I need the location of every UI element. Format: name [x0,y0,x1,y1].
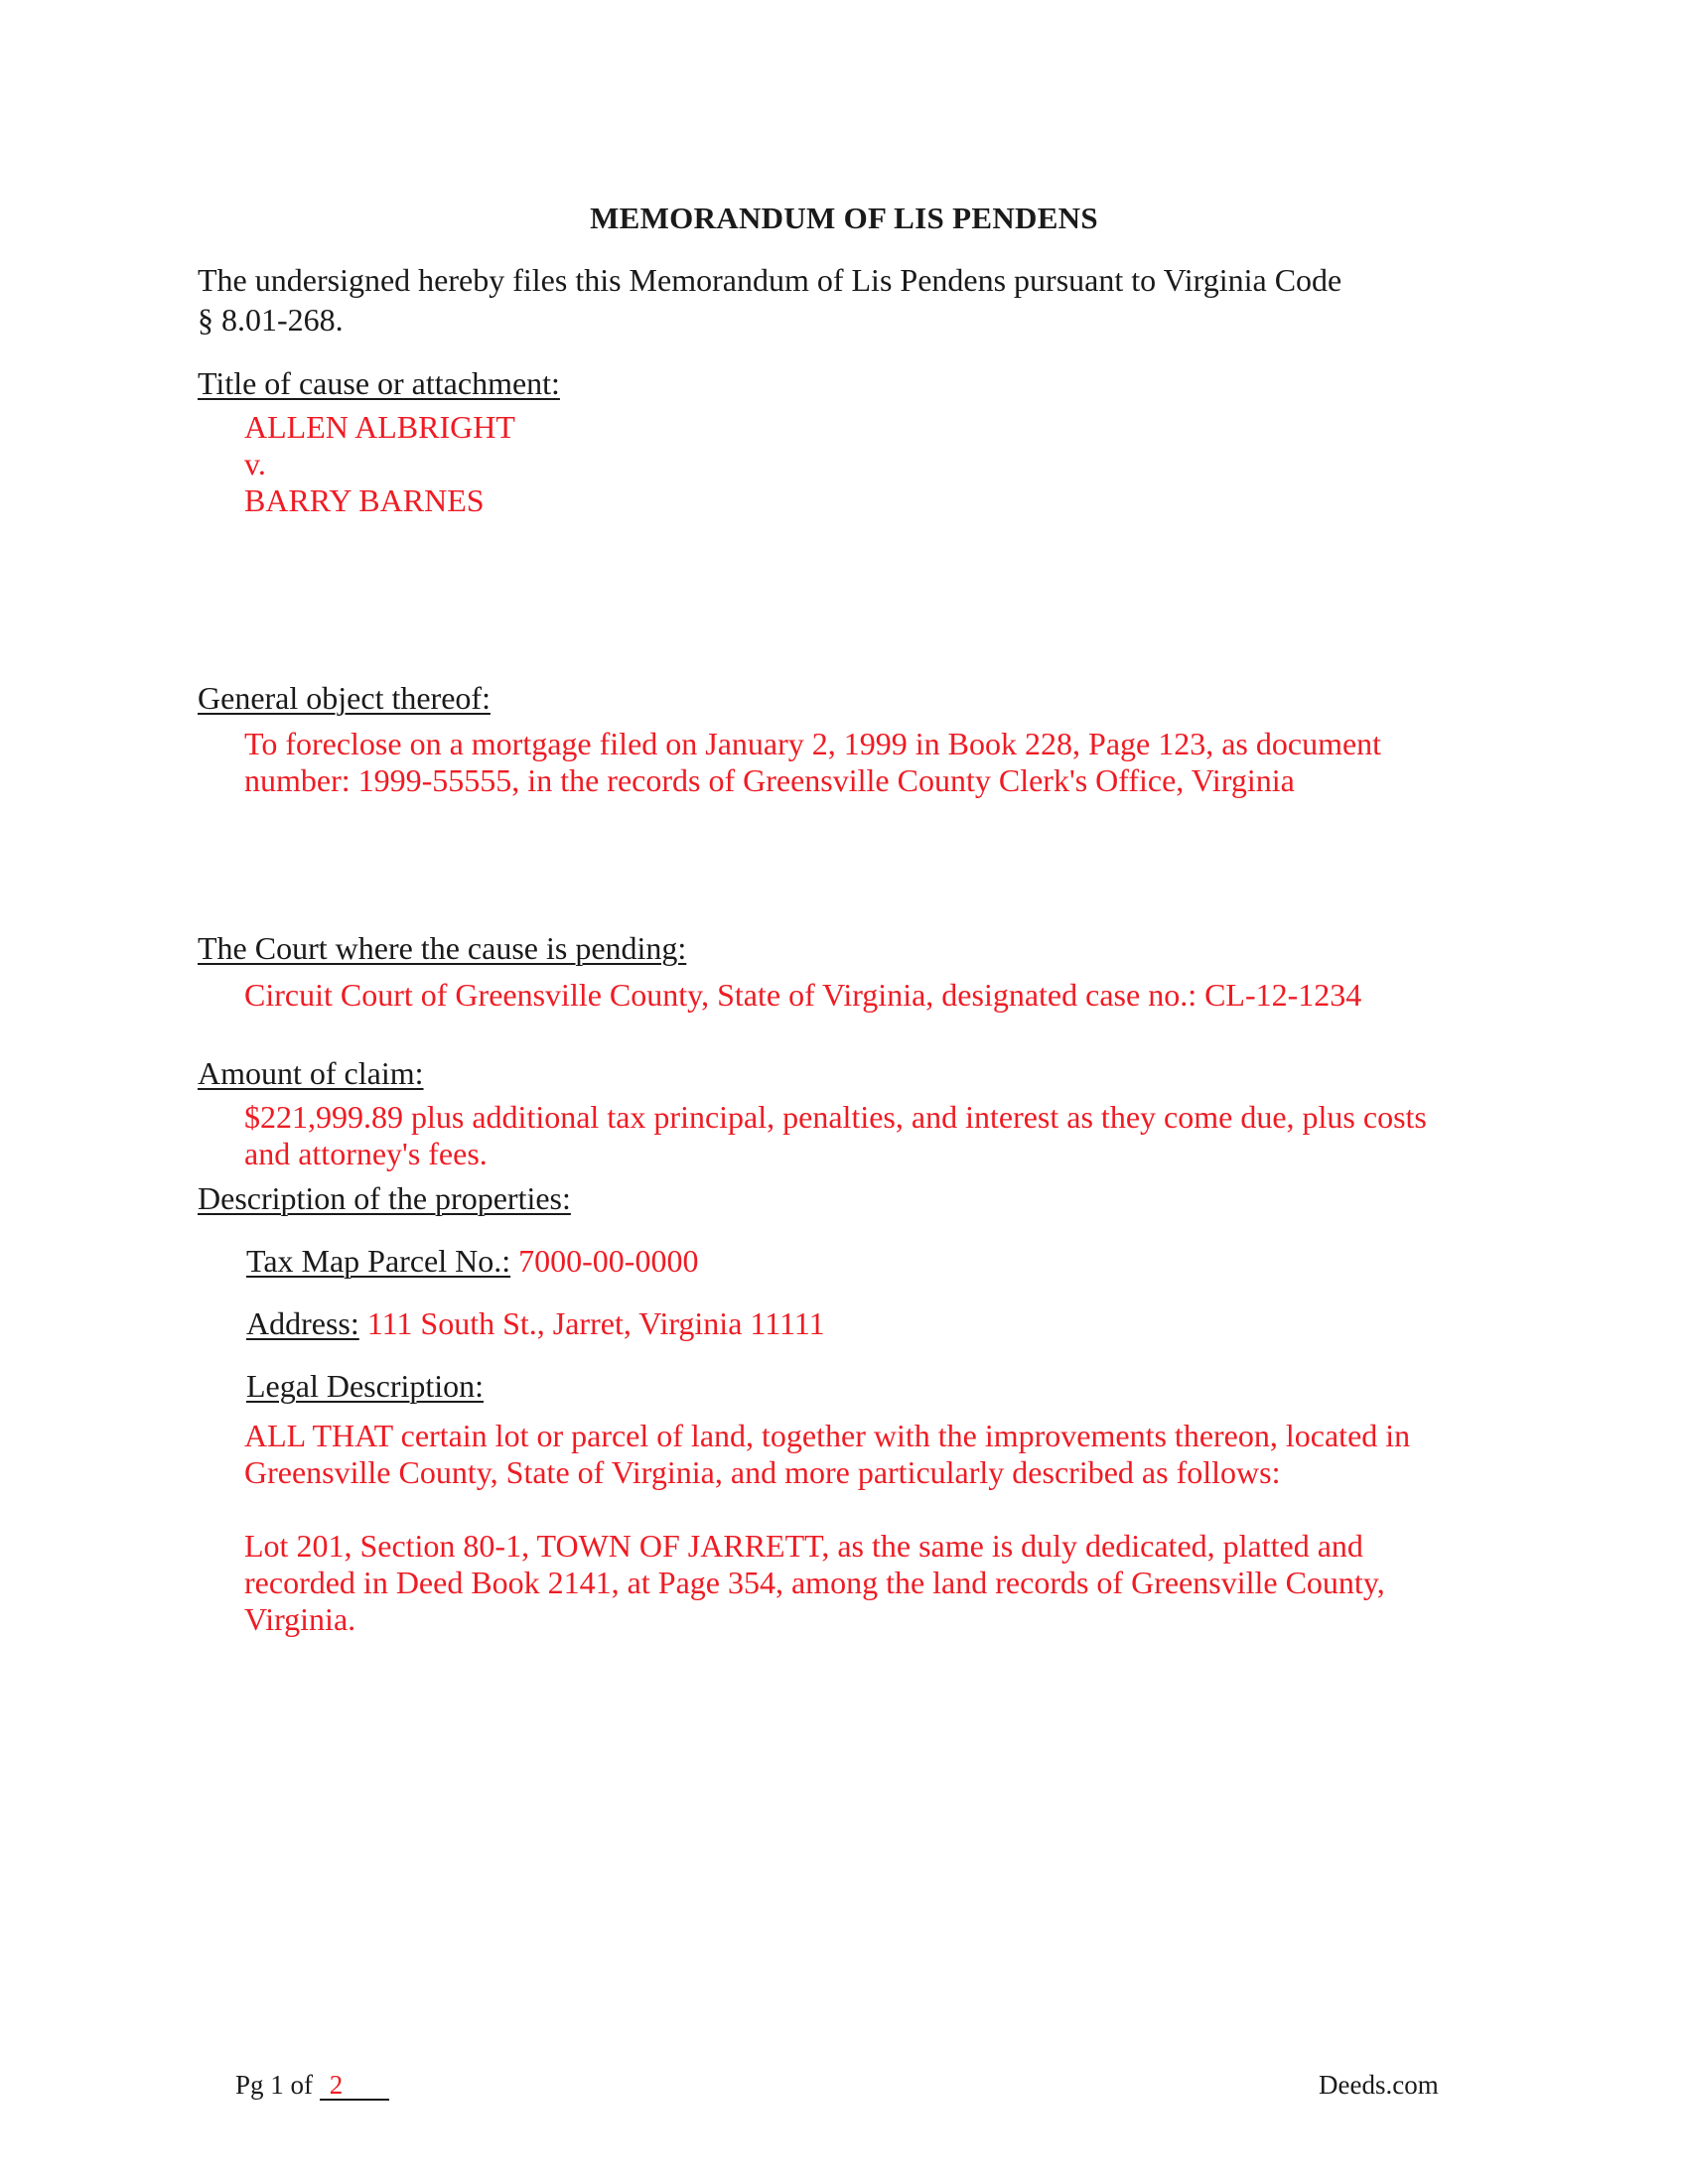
legal-p1-line-1: ALL THAT certain lot or parcel of land, together with the improvements thereon, located in [244,1418,1411,1453]
page-total: 2 [320,2071,389,2101]
general-object-heading: General object thereof: [198,680,491,716]
tax-map-label: Tax Map Parcel No.: [246,1243,511,1279]
amount-line-2: and attorney's fees. [244,1136,488,1171]
address-label: Address: [246,1305,359,1341]
document-title: MEMORANDUM OF LIS PENDENS [590,201,1098,235]
amount-line-1: $221,999.89 plus additional tax principal, penalties, and interest as they come due, plus costs [244,1099,1427,1135]
court-heading: The Court where the cause is pending: [198,930,687,966]
legal-description-label: Legal Description: [246,1368,485,1404]
footer-brand: Deeds.com [1319,2070,1439,2100]
intro-line-2: § 8.01-268. [198,302,344,338]
title-of-cause-value [244,409,515,519]
address-row [246,1303,825,1343]
page-number [235,2070,389,2101]
court-value: Circuit Court of Greensville County, State of Virginia, designated case no.: CL-12-1234 [244,977,1362,1013]
tax-map-value: 7000-00-0000 [518,1243,699,1279]
legal-p2-line-1: Lot 201, Section 80-1, TOWN OF JARRETT, as the same is duly dedicated, platted and [244,1528,1363,1564]
general-object-value [244,726,1381,799]
legal-p2-line-3: Virginia. [244,1601,356,1637]
legal-description-paragraph-1 [244,1418,1410,1491]
intro-paragraph [198,260,1341,340]
page-number-prefix: Pg 1 of [235,2070,314,2100]
general-object-line-1: To foreclose on a mortgage filed on January 2, 1999 in Book 228, Page 123, as document [244,726,1382,761]
amount-of-claim-value [244,1099,1427,1172]
tax-map-row [246,1241,698,1281]
defendant-name: BARRY BARNES [244,482,485,518]
amount-of-claim-heading: Amount of claim: [198,1055,424,1091]
general-object-line-2: number: 1999-55555, in the records of Greensville County Clerk's Office, Virginia [244,762,1295,798]
legal-p2-line-2: recorded in Deed Book 2141, at Page 354, among the land records of Greensville County, [244,1565,1385,1600]
intro-line-1: The undersigned hereby files this Memorandum of Lis Pendens pursuant to Virginia Code [198,262,1342,298]
address-value: 111 South St., Jarret, Virginia 11111 [366,1305,825,1341]
title-of-cause-heading: Title of cause or attachment: [198,365,560,401]
properties-heading: Description of the properties: [198,1180,571,1216]
legal-p1-line-2: Greensville County, State of Virginia, and more particularly described as follows: [244,1454,1281,1490]
versus-text: v. [244,446,266,481]
plaintiff-name: ALLEN ALBRIGHT [244,409,515,445]
legal-description-paragraph-2 [244,1528,1385,1638]
